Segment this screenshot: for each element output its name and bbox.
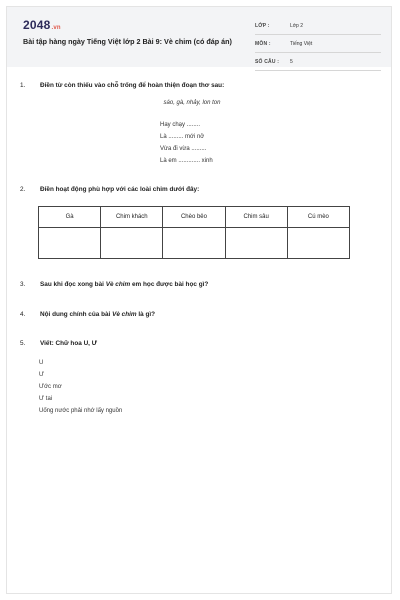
meta-key: MÔN : [255,41,271,47]
table-header-cell: Gà [39,207,101,228]
birds-activity-table [38,206,350,259]
meta-value: Lớp 2 [290,23,304,29]
table-answer-cell[interactable] [101,228,163,259]
question-text-part: Nội dung chính của bài [40,311,113,318]
table-answer-cell[interactable] [163,228,225,259]
meta-value: Tiếng Việt [290,41,313,47]
question-number: 2. [20,186,26,193]
table-header-row [39,207,350,228]
writing-line: Ư [39,372,45,378]
question-number: 5. [20,340,26,347]
worksheet-page [6,6,392,594]
question-text-part: em học được bài học gì? [130,281,209,288]
question-number: 3. [20,281,26,288]
poem-line: Là ......... mới nở [160,134,205,140]
poem-line: Hay chạy ........ [160,122,201,128]
table-header-cell: Chèo bẻo [163,207,225,228]
table-answer-cell[interactable] [39,228,101,259]
worksheet-meta [255,20,381,74]
question-number: 4. [20,311,26,318]
writing-line: U [39,360,44,366]
table-answer-cell[interactable] [225,228,287,259]
question-text-part: Sau khi đọc xong bài [40,281,106,288]
question-text-italic: Vè chim [112,311,137,318]
question-text [40,281,208,288]
meta-row-class [255,20,381,35]
poem-line: Là em ............. xinh [160,158,213,164]
meta-row-subject [255,38,381,53]
meta-row-question-count [255,56,381,71]
table-answer-row [39,228,350,259]
question-text: Viết: Chữ hoa U, Ư [40,340,98,347]
table-header-cell: Cú mèo [287,207,349,228]
table-header-cell: Chim sâu [225,207,287,228]
worksheet-header [7,7,391,67]
question-text-part: là gì? [136,311,156,318]
meta-value: 5 [290,59,293,65]
logo-number: 2048 [23,18,51,32]
writing-line: Ư tai [39,396,53,402]
meta-key: SỐ CÂU : [255,59,280,65]
site-logo[interactable] [23,18,61,32]
meta-key: LỚP : [255,23,270,29]
logo-suffix: .vn [51,25,61,31]
table-answer-cell[interactable] [287,228,349,259]
question-text: Điền từ còn thiếu vào chỗ trống để hoàn thiện đoạn thơ sau: [40,82,225,89]
poem-word-bank: sáo, gà, nhảy, lon ton [163,100,221,106]
question-text: Điền hoạt động phù hợp với các loài chim dưới đây: [40,186,200,193]
question-text-italic: Vè chim [105,281,131,288]
page-title: Bài tập hàng ngày Tiếng Việt lớp 2 Bài 9: Vè chim (có đáp án) [23,37,232,46]
question-number: 1. [20,82,26,89]
poem-line: Vừa đi vừa ......... [160,146,207,152]
question-text [40,311,155,318]
table-header-cell: Chim khách [101,207,163,228]
writing-line: Uống nước phải nhớ lấy nguồn [39,408,123,414]
writing-line: Ước mơ [39,384,62,390]
